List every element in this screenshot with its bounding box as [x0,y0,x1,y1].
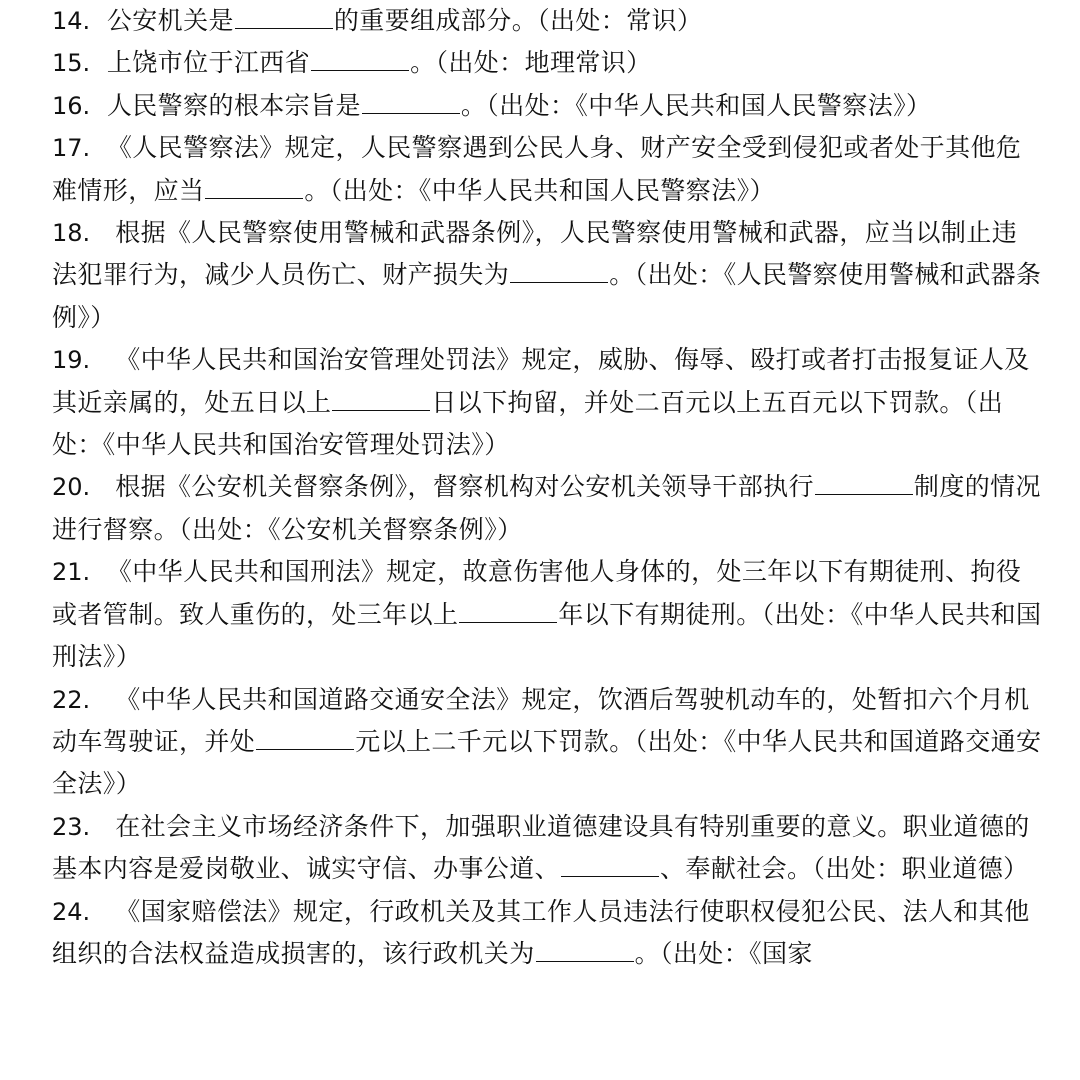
question-22 [52,679,1042,806]
question-15 [52,42,1042,84]
question-text-before: 在社会主义市场经济条件下，加强职业道德建设具有特别重要的意义。职业道德的基本内容是爱岗敬业、诚实守信、办事公道、 [52,811,1030,884]
question-17 [52,127,1042,212]
question-18 [52,212,1042,339]
answer-blank [561,852,659,877]
answer-blank [235,4,333,29]
question-number: 23. [52,812,91,841]
question-text-before: 《国家赔偿法》规定，行政机关及其工作人员违法行使职权侵犯公民、法人和其他组织的合法权益造成损害的，该行政机关为 [52,896,1030,968]
question-16 [52,85,1042,127]
question-23 [52,806,1042,891]
question-text-before: 根据《公安机关督察条例》，督察机构对公安机关领导干部执行 [115,472,814,502]
answer-blank [536,937,634,962]
question-text-after: 。（出处：《中华人民共和国人民警察法》） [304,175,775,205]
question-text-after: 制度的情况进行督察。（出处：《公安机关督察条例》） [52,472,1041,544]
answer-blank [332,386,430,411]
question-gap [90,6,107,35]
question-gap [90,897,115,926]
question-text-after: 。（出处：《中华人民共和国人民警察法》） [460,90,932,120]
answer-blank [362,89,460,114]
question-number: 16. [52,91,91,120]
question-number: 14. [52,7,91,35]
question-gap [90,685,115,714]
question-text-after: 。（出处：《国家 [634,938,813,968]
question-19 [52,339,1042,466]
answer-blank [205,174,303,199]
question-number: 24. [52,897,91,926]
question-text-after: 、奉献社会。（出处：职业道德） [660,854,1029,884]
question-text-after: 。（出处：地理常识） [410,48,652,78]
question-number: 19. [52,346,91,375]
answer-blank [510,258,608,283]
question-number: 20. [52,473,91,502]
question-text-before: 《人民警察法》规定，人民警察遇到公民人身、财产安全受到侵犯或者处于其他危难情形，应当 [52,133,1022,205]
question-text-after: 年以下有期徒刑。（出处：《中华人民共和国刑法》） [52,599,1042,672]
question-gap [90,91,107,120]
question-text-before: 上饶市位于江西省 [106,48,311,78]
question-gap [90,133,107,162]
answer-blank [815,470,913,495]
question-text-before: 人民警察的根本宗旨是 [106,90,361,120]
question-text-before: 公安机关是 [106,6,234,35]
question-gap [90,472,115,501]
question-text-before: 根据《人民警察使用警械和武器条例》，人民警察使用警械和武器，应当以制止违法犯罪行为，减少人员伤亡、财产损失为 [52,218,1018,290]
question-20 [52,466,1042,551]
question-number: 21. [52,558,91,587]
question-text-before: 《中华人民共和国刑法》规定，故意伤害他人身体的，处三年以下有期徒刑、拘役或者管制。致人重伤的，处三年以上 [52,557,1022,629]
question-text-after: 元以上二千元以下罚款。（出处：《中华人民共和国道路交通安全法》） [52,726,1042,799]
question-14 [52,0,1042,42]
question-24 [52,891,1042,976]
question-number: 15. [52,49,91,78]
question-number: 18. [52,219,91,248]
answer-blank [311,46,409,71]
question-text-before: 《中华人民共和国治安管理处罚法》规定，威胁、侮辱、殴打或者打击报复证人及其近亲属的，处五日以上 [52,345,1030,417]
question-gap [90,345,115,374]
question-gap [90,48,107,77]
question-21 [52,551,1042,678]
question-text-after: 。（出处：《人民警察使用警械和武器条例》） [52,260,1042,332]
question-gap [90,812,115,841]
question-gap [90,557,107,586]
question-gap [90,218,115,247]
question-text-before: 《中华人民共和国道路交通安全法》规定，饮酒后驾驶机动车的，处暂扣六个月机动车驾驶证，并处 [52,684,1030,756]
answer-blank [256,725,354,750]
question-text-after: 日以下拘留，并处二百元以上五百元以下罚款。（出处：《中华人民共和国治安管理处罚法》） [52,387,1004,460]
answer-blank [459,598,557,623]
document-page [52,0,1042,975]
question-number: 17. [52,134,91,163]
question-number: 22. [52,685,91,714]
question-text-after: 的重要组成部分。（出处：常识） [333,6,703,35]
